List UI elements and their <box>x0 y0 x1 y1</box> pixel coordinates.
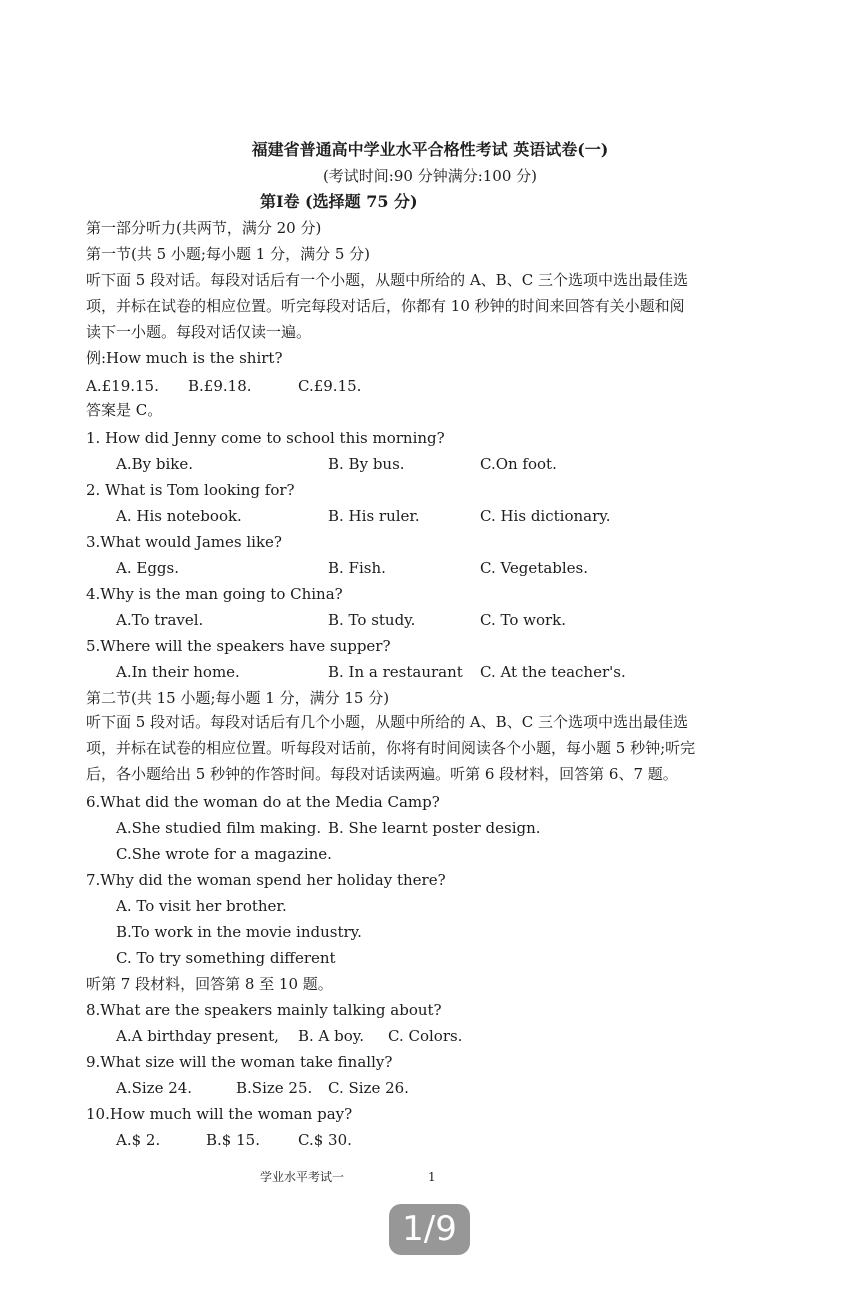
q1-option-c: C.On foot. <box>480 455 557 473</box>
instruction-line: 项，并标在试卷的相应位置。听完每段对话后，你都有 10 秒钟的时间来回答有关小题和阅 <box>86 297 685 315</box>
q2-option-a: A. His notebook. <box>116 507 242 525</box>
example-option-a: A.£19.15. <box>86 377 159 395</box>
q2-option-c: C. His dictionary. <box>480 507 611 525</box>
instruction-line: 听下面 5 段对话。每段对话后有一个小题，从题中所给的 A、B、C 三个选项中选出最佳选 <box>86 271 688 289</box>
question-7: 7.Why did the woman spend her holiday there? <box>86 871 446 889</box>
footer-label: 学业水平考试一 <box>260 1170 345 1184</box>
question-2: 2. What is Tom looking for? <box>86 481 295 499</box>
question-6: 6.What did the woman do at the Media Camp? <box>86 793 440 811</box>
q10-option-b: B.$ 15. <box>206 1131 260 1149</box>
q10-option-a: A.$ 2. <box>116 1131 161 1149</box>
example-answer: 答案是 C。 <box>86 401 163 419</box>
question-3: 3.What would James like? <box>86 533 282 551</box>
q10-option-c: C.$ 30. <box>298 1131 352 1149</box>
q4-option-a: A.To travel. <box>116 611 204 629</box>
exam-info: (考试时间:90 分钟满分:100 分) <box>322 167 538 185</box>
question-5: 5.Where will the speakers have supper? <box>86 637 391 655</box>
q7-option-a: A. To visit her brother. <box>116 897 287 915</box>
instruction-line: 读下一小题。每段对话仅读一遍。 <box>86 323 312 341</box>
q5-option-b: B. In a restaurant <box>328 663 463 681</box>
question-10: 10.How much will the woman pay? <box>86 1105 353 1123</box>
q5-option-c: C. At the teacher's. <box>480 663 626 681</box>
footer-page-number: 1 <box>428 1170 436 1184</box>
question-8: 8.What are the speakers mainly talking about? <box>86 1001 442 1019</box>
q1-option-b: B. By bus. <box>328 455 405 473</box>
example-option-c: C.£9.15. <box>298 377 362 395</box>
part1-title: 第一部分听力(共两节，满分 20 分) <box>86 219 322 237</box>
q7-option-b: B.To work in the movie industry. <box>116 923 362 941</box>
example-question: 例:How much is the shirt? <box>86 349 283 367</box>
q5-option-a: A.In their home. <box>116 663 240 681</box>
exam-title: 福建省普通高中学业水平合格性考试 英语试卷(一) <box>251 140 609 159</box>
q3-option-c: C. Vegetables. <box>480 559 589 577</box>
question-4: 4.Why is the man going to China? <box>86 585 343 603</box>
q4-option-c: C. To work. <box>480 611 567 629</box>
material-7-instruction: 听第 7 段材料，回答第 8 至 10 题。 <box>86 975 333 993</box>
q8-option-b: B. A boy. <box>298 1027 365 1045</box>
section2-title: 第二节(共 15 小题;每小题 1 分，满分 15 分) <box>86 689 390 707</box>
q9-option-c: C. Size 26. <box>328 1079 409 1097</box>
q4-option-b: B. To study. <box>328 611 416 629</box>
q6-option-b: B. She learnt poster design. <box>328 819 541 837</box>
section1-title: 第一节(共 5 小题;每小题 1 分，满分 5 分) <box>86 245 370 263</box>
instruction-line: 项，并标在试卷的相应位置。听每段对话前，你将有时间阅读各个小题，每小题 5 秒钟;听完 <box>86 739 696 757</box>
example-option-b: B.£9.18. <box>188 377 252 395</box>
q8-option-c: C. Colors. <box>388 1027 463 1045</box>
q6-option-a: A.She studied film making. <box>116 819 322 837</box>
instruction-line: 听下面 5 段对话。每段对话后有几个小题，从题中所给的 A、B、C 三个选项中选出最佳选 <box>86 713 688 731</box>
q2-option-b: B. His ruler. <box>328 507 420 525</box>
q3-option-b: B. Fish. <box>328 559 386 577</box>
page-indicator[interactable]: 1/9 <box>389 1204 470 1255</box>
q9-option-b: B.Size 25. <box>236 1079 313 1097</box>
q6-option-c: C.She wrote for a magazine. <box>116 845 332 863</box>
q7-option-c: C. To try something different <box>116 949 336 967</box>
q8-option-a: A.A birthday present, <box>116 1027 279 1045</box>
q1-option-a: A.By bike. <box>116 455 193 473</box>
volume-title: 第Ⅰ卷 (选择题 75 分) <box>260 192 418 211</box>
question-9: 9.What size will the woman take finally? <box>86 1053 393 1071</box>
q9-option-a: A.Size 24. <box>116 1079 193 1097</box>
question-1: 1. How did Jenny come to school this morning? <box>86 429 445 447</box>
instruction-line: 后，各小题给出 5 秒钟的作答时间。每段对话读两遍。听第 6 段材料，回答第 6、7 题。 <box>86 765 678 783</box>
q3-option-a: A. Eggs. <box>116 559 179 577</box>
